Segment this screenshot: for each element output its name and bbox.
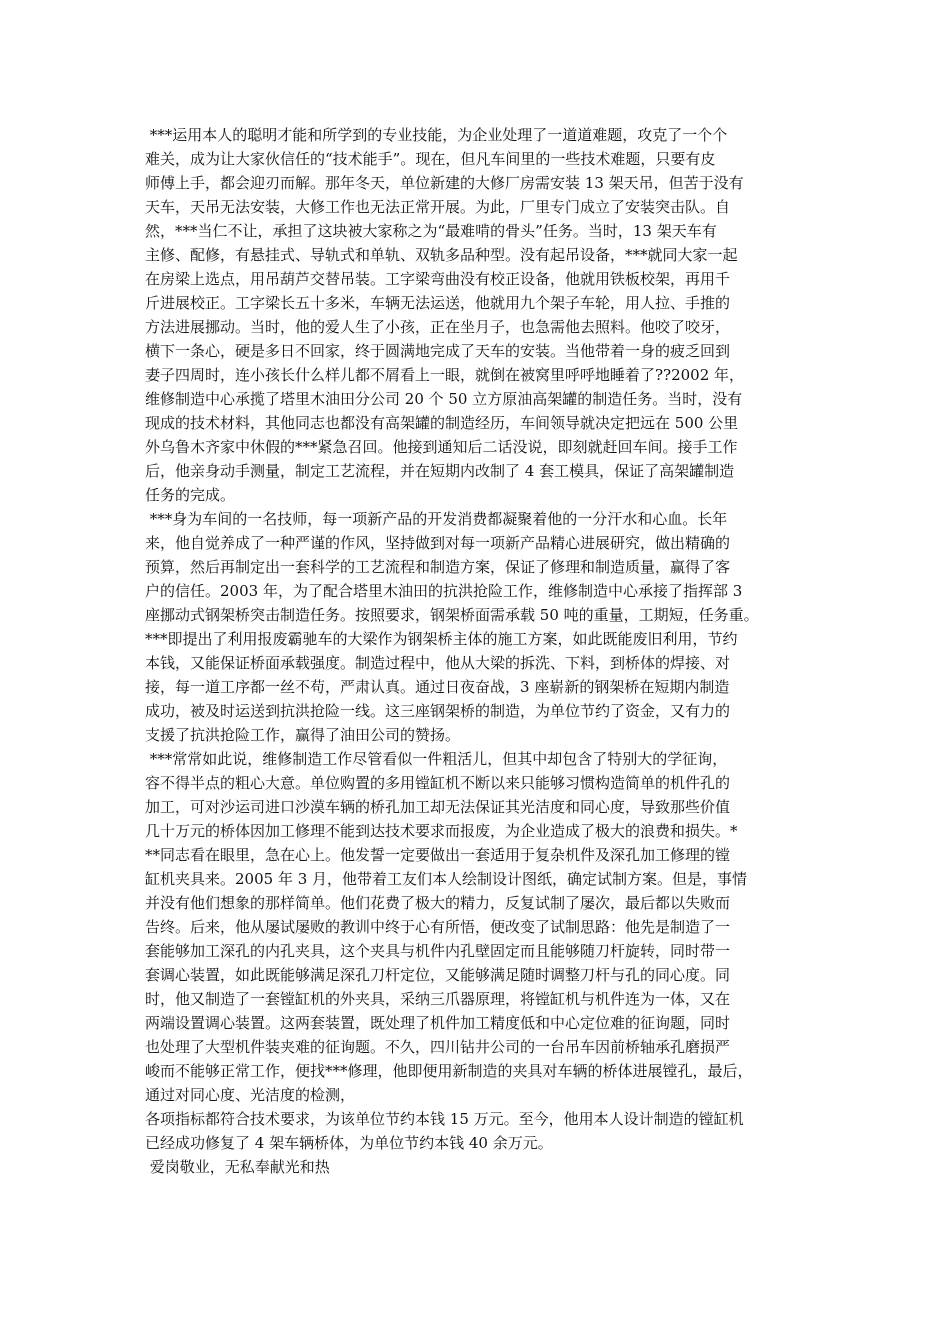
text-line: 横下一条心，硬是多日不回家，终于圆满地完成了天车的安装。当他带着一身的疲乏回到 bbox=[145, 342, 731, 360]
document-body bbox=[145, 123, 825, 1179]
text-line: 天车，天吊无法安装，大修工作也无法正常开展。为此，厂里专门成立了安装突击队。自 bbox=[145, 198, 731, 216]
text-line: ***运用本人的聪明才能和所学到的专业技能，为企业处理了一道道难题，攻克了一个个 bbox=[145, 126, 728, 144]
text-line: 接，每一道工序都一丝不苟，严肃认真。通过日夜奋战，3 座崭新的钢架桥在短期内制造 bbox=[145, 678, 730, 696]
text-line: 也处理了大型机件装夹难的征询题。不久，四川钻井公司的一台吊车因前桥轴承孔磨损严 bbox=[145, 1038, 731, 1056]
text-line: 成功，被及时运送到抗洪抢险一线。这三座钢架桥的制造，为单位节约了资金，又有力的 bbox=[145, 702, 731, 720]
text-line: 师傅上手，都会迎刃而解。那年冬天，单位新建的大修厂房需安装 13 架天吊，但苦于没有 bbox=[145, 174, 744, 192]
text-line: 后，他亲身动手测量，制定工艺流程，并在短期内改制了 4 套工模具，保证了高架罐制造 bbox=[145, 462, 735, 480]
text-line: **同志看在眼里，急在心上。他发誓一定要做出一套适用于复杂机件及深孔加工修理的镗 bbox=[145, 846, 731, 864]
text-line: 现成的技术材料，其他同志也都没有高架罐的制造经历，车间领导就决定把远在 500 公里 bbox=[145, 414, 739, 432]
text-line: 在房梁上选点，用吊葫芦交替吊装。工字梁弯曲没有校正设备，他就用铁板校架，再用千 bbox=[145, 270, 731, 288]
text-line: 妻子四周时，连小孩长什么样儿都不屑看上一眼，就倒在被窝里呼呼地睡着了??2002 年， bbox=[145, 366, 745, 384]
text-line: 套调心装置，如此既能够满足深孔刀杆定位，又能够满足随时调整刀杆与孔的同心度。同 bbox=[145, 966, 731, 984]
text-line: ***即提出了利用报废霸驰车的大梁作为钢架桥主体的施工方案，如此既能废旧利用，节约 bbox=[145, 630, 738, 648]
text-line: 通过对同心度、光洁度的检测， bbox=[145, 1086, 356, 1104]
text-line: 然，***当仁不让，承担了这块被大家称之为“最难啃的骨头”任务。当时，13 架天车有 bbox=[145, 222, 717, 240]
text-line: 并没有他们想象的那样简单。他们花费了极大的精力，反复试制了屡次，最后都以失败而 bbox=[145, 894, 731, 912]
text-line: 套能够加工深孔的内孔夹具，这个夹具与机件内孔壁固定而且能够随刀杆旋转，同时带一 bbox=[145, 942, 731, 960]
text-line: 主修、配修，有悬挂式、导轨式和单轨、双轨多品种型。没有起吊设备，***就同大家一起 bbox=[145, 246, 738, 264]
text-line: 峻而不能够正常工作，便找***修理，他即便用新制造的夹具对车辆的桥体进展镗孔，最后， bbox=[145, 1062, 753, 1080]
text-line: 容不得半点的粗心大意。单位购置的多用镗缸机不断以来只能够习惯构造简单的机件孔的 bbox=[145, 774, 731, 792]
text-line: 预算，然后再制定出一套科学的工艺流程和制造方案，保证了修理和制造质量，赢得了客 bbox=[145, 558, 731, 576]
text-line: 外乌鲁木齐家中休假的***紧急召回。他接到通知后二话没说，即刻就赶回车间。接手工作 bbox=[145, 438, 738, 456]
text-line: 难关，成为让大家伙信任的“技术能手”。现在，但凡车间里的一些技术难题，只要有皮 bbox=[145, 150, 716, 168]
text-line: 座挪动式钢架桥突击制造任务。按照要求，钢架桥面需承载 50 吨的重量，工期短，任务重。 bbox=[145, 606, 759, 624]
text-line: 斤进展校正。工字梁长五十多米，车辆无法运送，他就用九个架子车轮，用人拉、手推的 bbox=[145, 294, 731, 312]
text-line: 告终。后来，他从屡试屡败的教训中终于心有所悟，便改变了试制思路：他先是制造了一 bbox=[145, 918, 731, 936]
text-line: 几十万元的桥体因加工修理不能到达技术要求而报废，为企业造成了极大的浪费和损失。* bbox=[145, 822, 738, 840]
text-line: 任务的完成。 bbox=[145, 486, 236, 504]
text-line: 已经成功修复了 4 架车辆桥体，为单位节约本钱 40 余万元。 bbox=[145, 1134, 553, 1152]
text-line: 方法进展挪动。当时，他的爱人生了小孩，正在坐月子，也急需他去照料。他咬了咬牙， bbox=[145, 318, 731, 336]
text-line: 户的信任。2003 年，为了配合塔里木油田的抗洪抢险工作，维修制造中心承接了指挥部 3 bbox=[145, 582, 743, 600]
text-line: 来，他自觉养成了一种严谨的作风，坚持做到对每一项新产品精心进展研究，做出精确的 bbox=[145, 534, 731, 552]
text-line: 时，他又制造了一套镗缸机的外夹具，采纳三爪器原理，将镗缸机与机件连为一体，又在 bbox=[145, 990, 731, 1008]
text-line: 缸机夹具来。2005 年 3 月，他带着工友们本人绘制设计图纸，确定试制方案。但是，事情 bbox=[145, 870, 748, 888]
text-line: 维修制造中心承揽了塔里木油田分公司 20 个 50 立方原油高架罐的制造任务。当时，没有 bbox=[145, 390, 743, 408]
text-line: 本钱，又能保证桥面承载强度。制造过程中，他从大梁的拆洗、下料，到桥体的焊接、对 bbox=[145, 654, 731, 672]
text-line: 两端设置调心装置。这两套装置，既处理了机件加工精度低和中心定位难的征询题，同时 bbox=[145, 1014, 731, 1032]
text-line: 加工，可对沙运司进口沙漠车辆的桥孔加工却无法保证其光洁度和同心度，导致那些价值 bbox=[145, 798, 731, 816]
text-line: ***身为车间的一名技师，每一项新产品的开发消费都凝聚着他的一分汗水和心血。长年 bbox=[145, 510, 728, 528]
text-line: 支援了抗洪抢险工作，赢得了油田公司的赞扬。 bbox=[145, 726, 461, 744]
text-line: 各项指标都符合技术要求，为该单位节约本钱 15 万元。至今，他用本人设计制造的镗缸机 bbox=[145, 1110, 744, 1128]
text-line: ***常常如此说，维修制造工作尽管看似一件粗活儿，但其中却包含了特别大的学征询， bbox=[145, 750, 728, 768]
text-line: 爱岗敬业，无私奉献光和热 bbox=[145, 1158, 330, 1176]
